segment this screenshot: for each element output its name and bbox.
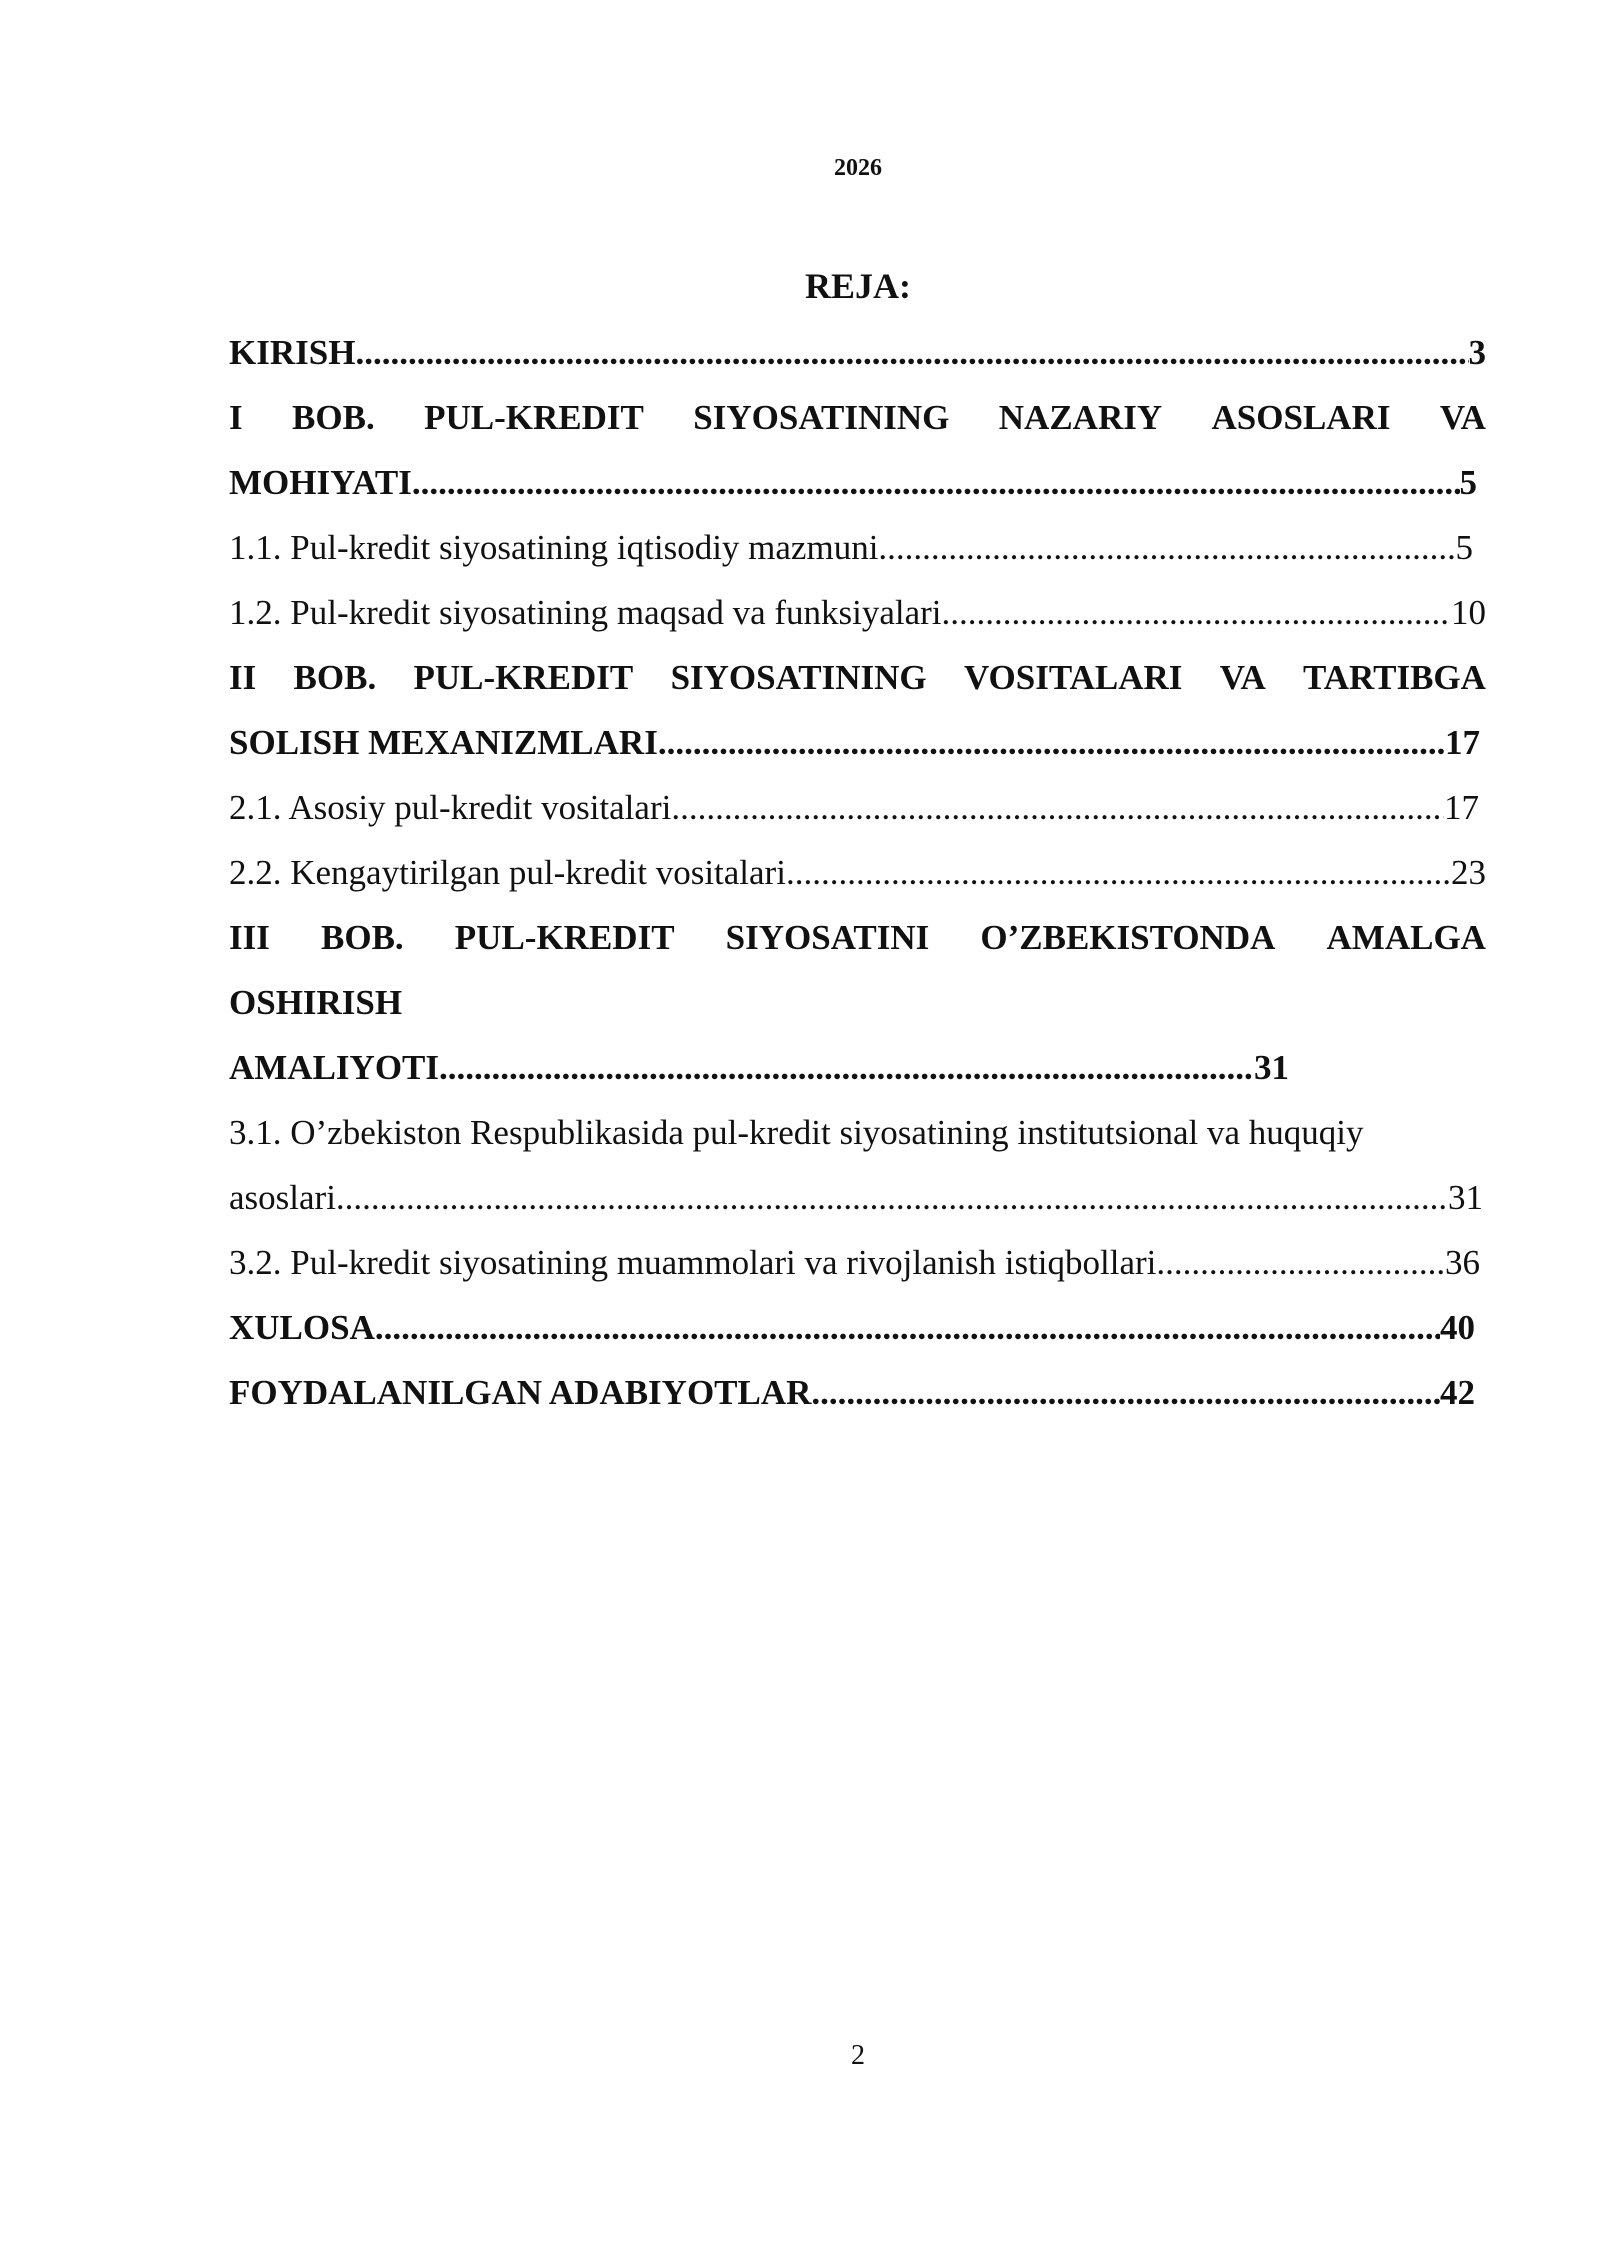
toc-page-number: 42 [1440,1373,1475,1412]
toc-chapter-2-continuation [229,720,1480,765]
toc-entry-kirish [229,330,1486,375]
toc-entry-xulosa [229,1305,1475,1350]
dot-leader [439,1045,1254,1090]
heading-word: PUL-KREDIT [413,658,634,697]
toc-section-2-2 [229,850,1486,895]
heading-word: SIYOSATINI [725,918,930,957]
toc-chapter-1-continuation [229,460,1477,505]
dot-leader [375,1305,1440,1350]
heading-word: VOSITALARI [963,658,1183,697]
dot-leader [658,720,1445,765]
toc-page-number: 40 [1440,1308,1475,1347]
toc-chapter-1-heading [229,395,1486,440]
toc-entry-text: AMALIYOTI [229,1048,440,1087]
heading-word: BOB. [321,918,404,957]
heading-word: BOB. [292,398,375,437]
heading-word: SIYOSATINING [670,658,927,697]
toc-page-number: 5 [1459,463,1477,502]
toc-chapter-2-heading [229,655,1486,700]
heading-word: SIYOSATINING [693,398,950,437]
toc-page-number: 36 [1445,1243,1480,1282]
dot-leader [1156,1240,1445,1285]
toc-entry-text: 1.1. Pul-kredit siyosatining iqtisodiy mazmuni [229,528,879,567]
heading-word: III [229,918,270,957]
toc-section-3-1-continuation [229,1175,1483,1220]
toc-page-number: 10 [1451,593,1486,632]
toc-section-3-1: 3.1. O’zbekiston Respublikasida pul-kredit siyosatining institutsional va huquqiy [229,1113,1364,1152]
toc-entry-text: MOHIYATI [229,463,412,502]
toc-page-number: 5 [1455,528,1473,567]
heading-word: PUL-KREDIT [424,398,644,437]
toc-page-number: 23 [1451,853,1486,892]
toc-entry-text: asoslari [229,1178,336,1217]
toc-chapter-3-line-2: OSHIRISH [229,983,403,1022]
heading-word: O’ZBEKISTONDA [980,918,1276,957]
toc-entry-text: 2.1. Asosiy pul-kredit vositalari [229,788,672,827]
toc-page-number: 17 [1444,788,1479,827]
toc-page-number: 17 [1445,723,1480,762]
toc-section-1-1 [229,525,1473,570]
page-number: 2 [851,2040,865,2071]
toc-page-number: 31 [1254,1048,1289,1087]
dot-leader [355,330,1468,375]
toc-section-2-1 [229,785,1479,830]
year-header: 2026 [834,155,882,181]
toc-entry-text: FOYDALANILGAN ADABIYOTLAR [229,1373,812,1412]
toc-title: REJA: [805,266,911,306]
toc-entry-text: 2.2. Kengaytirilgan pul-kredit vositalari [229,853,786,892]
toc-section-1-2 [229,590,1486,635]
dot-leader [336,1175,1448,1220]
heading-word: PUL-KREDIT [454,918,675,957]
heading-word: ASOSLARI [1211,398,1391,437]
heading-word: TARTIBGA [1303,658,1486,697]
heading-word: AMALGA [1326,918,1486,957]
toc-entry-references [229,1370,1475,1415]
heading-word: VA [1439,398,1486,437]
heading-word: NAZARIY [998,398,1163,437]
toc-entry-text: 3.2. Pul-kredit siyosatining muammolari va rivojlanish istiqbollari [229,1243,1157,1282]
toc-page-number: 3 [1468,333,1486,372]
heading-word: VA [1219,658,1266,697]
dot-leader [878,525,1455,570]
dot-leader [942,590,1451,635]
dot-leader [671,785,1444,830]
toc-entry-text: KIRISH [229,333,356,372]
toc-chapter-3-continuation [229,1045,1289,1090]
toc-entry-text: SOLISH MEXANIZMLARI [229,723,658,762]
toc-page-number: 31 [1448,1178,1483,1217]
dot-leader [811,1370,1440,1415]
toc-chapter-3-heading [229,915,1486,960]
heading-word: II [229,658,257,697]
toc-entry-text: 1.2. Pul-kredit siyosatining maqsad va funksiyalari [229,593,942,632]
toc-entry-text: XULOSA [229,1308,375,1347]
dot-leader [412,460,1460,505]
heading-word: I [229,398,243,437]
heading-word: BOB. [293,658,377,697]
toc-section-3-2 [229,1240,1480,1285]
dot-leader [786,850,1451,895]
